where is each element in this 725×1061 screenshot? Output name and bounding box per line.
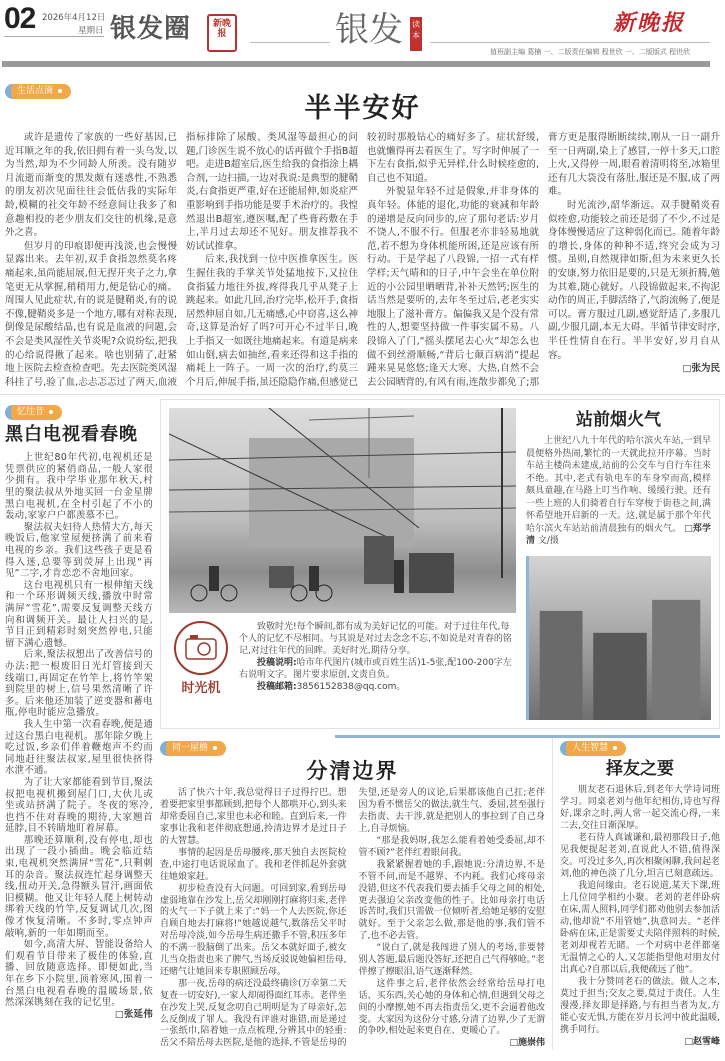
section-tag bbox=[5, 405, 62, 420]
article-title: 站前烟火气 bbox=[576, 410, 661, 431]
paragraph: 后来,我找到一位中医推拿医生。医生握住我的手掌关节处猛地按下,又拉住食指猛力地往外拔,疼得我几乎从凳子上跳起来。如此几回,治疗完毕,松开手,食指居然伸屈自如,几无痛感,心中窃喜,这么神奇,这算是治好了吗?可开心不过半日,晚上手指又一如既往地痛起来。有道是病来如山倒,病去如抽丝,看来还得和这手指的痛耗上一阵子。一周一次的治疗,约莫三个月后,伸展手指,虽还隐隐作痛,但感觉已较初时那般钻心的痛好多了。症状舒缓,也就懒得再去看医生了。写字时伸展了一下左右食指,似乎无异样,什么时候痊愈的,自己也不知道。 bbox=[186, 132, 539, 388]
article-title: 半半安好 bbox=[304, 93, 421, 124]
divider bbox=[0, 394, 725, 395]
author: □施崇伟 bbox=[509, 1038, 545, 1049]
paragraph: 后来,聚法叔想出了改善信号的办法:把一根废旧日光灯管接到天线端口,再固定在竹竿上,将竹竿架到院里的树上,信号果然清晰了许多。后来他还加装了逆变器和蓄电瓶,停电时能应急播放。 bbox=[5, 649, 153, 719]
paragraph: 上世纪八九十年代的哈尔滨火车站,一到早晨便格外热闹,繁忙的一天就此拉开序幕。当时车站主楼尚未建成,站前的公交车与自行车往来不绝。其中,老式有轨电车的车身窄而高,模样颇具童趣,在马路上叮当作响、缓缓行驶。还有一些上班的人们骑着自行车穿梭于街巷之间,满怀希望地开启新的一天。这,就是属于那个年代哈尔滨火车站站前清晨独有的烟火气。 bbox=[526, 436, 711, 534]
author: □张为民 bbox=[682, 363, 720, 375]
paragraph: 如今,高清大屏、智能设备给人们观看节目带来了极佳的体验,直播、回放随意选择。即便如此,当年在乡下小院里,顶着寒风,围着一台黑白电视看春晚的温暖场景,依然深深镌刻在我的记忆里。 bbox=[5, 939, 153, 1009]
station-photo-main bbox=[169, 408, 516, 613]
divider bbox=[250, 42, 330, 43]
paragraph: 上世纪80年代初,电视机还是凭票供应的紧俏商品,一般人家很少拥有。我中学毕业那年秋天,村里的聚法叔从外地买回一台金星牌黑白电视机,在全村引起了不小的轰动,家家户户都羡慕不已。 bbox=[5, 452, 153, 522]
author: □赵雪峰 bbox=[684, 1037, 720, 1048]
paragraph: 或许是遗传了家族的一些好基因,已近耳顺之年的我,依旧拥有着一头乌发,以为当然,却为不少同龄人所羡。没有随岁月流逝而渐变的黑发颇有迷惑性,不熟悉的朋友初次见面往往会低估我的实际年龄,模糊的社交年龄不经意间让我多了和意趣相投的老少朋友们交往的机缘,是意外之喜。 bbox=[5, 132, 177, 239]
intro-text: 致敬时光!每个瞬间,都有成为美好记忆的可能。对于过往年代,每个人的记忆不尽相同。与其说是对过去念念不忘,不如说是对青春的铭记,对过往年代的回眸。美好时光,期待分享。 bbox=[239, 622, 512, 657]
tag-label: 人生智慧 bbox=[572, 743, 609, 754]
paragraph: 这件事之后,老伴依然会经常给岳母打电话、买东西,关心她的身体和心情,但遇到父母之间的小摩擦,她不再去指责岳父,更不会逼着他改变。大家因为这份分寸感,分清了边界,少了无谓的争吵,相处起来更自在、更暖心了。 bbox=[358, 978, 545, 1037]
newspaper-seal-logo: 新晚报 bbox=[207, 14, 237, 52]
article-body bbox=[5, 452, 153, 1020]
article-body bbox=[560, 784, 720, 1048]
paragraph: 那晚还算顺利,没有停电,却也出现了一段小插曲。晚会临近结束,电视机突然满屏“雪花”,只剩刺耳的杂音。聚法叔连忙起身调整天线,扭动开关,急得额头冒汗,画面依旧模糊。他又让年轻人爬上树转动绑着天线的竹竿,反复调试几次,图像才恢复清晰。不多时,零点钟声敲响,新的一年如期而至。 bbox=[5, 834, 153, 939]
feature-box bbox=[160, 399, 720, 729]
right-article bbox=[560, 735, 720, 1050]
article-body bbox=[526, 435, 711, 548]
tag-label: 忆往昔 bbox=[17, 407, 45, 418]
author: □郑学清 bbox=[526, 523, 711, 547]
time-machine-badge bbox=[169, 621, 233, 696]
lower-section bbox=[0, 399, 725, 1050]
station-photo-secondary bbox=[526, 556, 711, 721]
paragraph: 这台电视机只有一根伸缩天线和一个环形调频天线,播放中时常满屏“雪花”,需要反复调整天线方向和调频开关。最让人扫兴的是,节目正到精彩时刻突然停电,只能留下满心遗憾。 bbox=[5, 579, 153, 649]
divider bbox=[4, 36, 104, 37]
tag-label: 同一屋檐 bbox=[172, 743, 209, 754]
section-name: 银发圈 bbox=[110, 14, 192, 44]
column-intro-row bbox=[169, 621, 516, 696]
author: □张延伟 bbox=[114, 1008, 153, 1020]
column-seal: 读本 bbox=[410, 17, 422, 51]
paragraph: 事情的起因是岳母腰疼,那天独自去医院检查,中途打电话说尿血了。我和老伴抓起外套就往她娘家赶。 bbox=[160, 847, 347, 882]
paragraph: 初步检查没有大问题。可回到家,看到岳母虚弱地靠在沙发上,岳父却刚刚打麻将归来,老伴的火气一下子就上来了:“妈一个人去医院,你还自顾自地去打麻将!”她越说越气,数落岳父平时对岳母冷淡,如今岳母生病还撒手不管,积压多年的不满一股脑倒了出来。岳父本就好面子,被女儿当众指责也来了脾气,当场反驳说她偏袒岳母,还赌气让她回来专职照顾岳母。 bbox=[160, 883, 347, 977]
article-body bbox=[160, 788, 545, 1050]
article-title: 分清边界 bbox=[306, 758, 399, 784]
section-tag bbox=[5, 84, 71, 99]
paragraph: 但岁月的印痕即便再浅淡,也会慢慢显露出来。去年初,双手食指忽然莫名疼痛起来,虽尚能屈展,但无捏开夹子之力,拿笔更无从掌握,稍稍用力,便是钻心的痛。周围人见此症状,有的说是腱鞘炎,有的说不像,腱鞘炎多是一个地方,哪有对称表现,倒像是尿酸结晶,也有说是血液的问题,会不会是类风湿性关节炎呢?众说纷纭,把我的心给说得揪了起来。啥也别猜了,赶紧地上医院去检查检查吧。先去医院类风湿科挂了号,验了血,忐忐忑忑过了两天,血液指标排除了尿酸、类风湿等最担心的问题,门诊医生说不放心的话再做个手指B超吧。走进B超室后,医生给我的食指涂上耦合剂,一边扫描,一边对我说:是典型的腱鞘炎,右食指更严重,好在还能屈伸,如炎症严重影响到手指功能是要手术治疗的。我惶然退出B超室,遵医嘱,配了些膏药敷在手上,半月过去却还不见好。朋友推荐我不妨试试推拿。 bbox=[5, 132, 358, 388]
time-machine-logo: 时光机 bbox=[181, 681, 221, 697]
paragraph: 我十分赞同老石的做法。做人之本,莫过于担当;交友之要,莫过于责任。人生漫漫,择友即是择路,与有担当者为友,方能心安无惧,方能在岁月长河中彼此温暖,携手同行。 bbox=[560, 977, 720, 1036]
paragraph: “说白了,就是我闯进了别人的考场,非要替别人答题,最后题没答好,还把自己气得够呛。”老伴擦了擦眼泪,语气逐渐释然。 bbox=[358, 943, 545, 977]
paragraph: 我人生中第一次看春晚,便是通过这台黑白电视机。那年除夕晚上吃过饭,乡亲们伴着鞭炮声不约而同地赶往聚法叔家,屋里很快挤得水泄不通。 bbox=[5, 718, 153, 777]
submit-text: 哈市年代图片(城市或百姓生活)1-5张,配100-200字左右说明文字。图片要求原创,文责自负。 bbox=[239, 658, 512, 681]
left-article bbox=[5, 399, 153, 1050]
divider bbox=[552, 735, 553, 1050]
bottom-row bbox=[160, 735, 720, 1050]
weekday: 星期日 bbox=[78, 26, 104, 36]
paragraph: “那是我妈呀,我怎么能看着她受委屈,却不管不顾?”老伴红着眼问我。 bbox=[358, 835, 545, 858]
editor-credits: 值班副主编 葛楠 一、二版责任编辑 程世欣 一、二版版式 程世欣 bbox=[490, 48, 691, 56]
feature-right bbox=[526, 408, 711, 720]
paragraph: 我追问缘由。老石说道,某天下课,班上几位同学相约小聚。老刘的老伴卧病在床,需人照料,同学们都劝他别去参加活动,他却说“不用管她”,执意同去。“老伴卧病在床,正是需要丈夫陪伴照料的时候,老刘却视若无睹。一个对病中老伴都毫无温情之心的人,又怎能指望他对朋友付出真心?自那以后,我便疏远了他”。 bbox=[560, 881, 720, 976]
column-intro bbox=[239, 621, 516, 696]
header-bar bbox=[2, 61, 710, 67]
submit-label: 投稿说明: bbox=[257, 658, 297, 669]
feature-left bbox=[169, 408, 516, 720]
divider bbox=[430, 42, 710, 43]
article-title: 黑白电视看春晚 bbox=[5, 424, 138, 446]
camera-icon bbox=[174, 621, 228, 675]
paragraph: 那一夜,岳母的病还没最终确诊(万幸第二天复查一切安好),一家人却闹得面红耳赤。老伴坐在沙发上哭,反复念叨自己明明是为了母亲好,怎么反倒成了罪人。我没有评谁对谁错,而是递过一张纸巾,陪着她一点点梳理,分辨其中的轻重:岳父不陪岳母去医院,是他的选择,不管是岳母的失望,还是旁人的议论,后果都该他自己扛;老伴因为看不惯岳父的做法,就生气、委屈,甚至强行去指责、去干涉,就是把别人的事拉到了自己身上,自寻烦恼。 bbox=[160, 788, 545, 1049]
paragraph: 活了快六十年,我总觉得日子过得拧巴。想着要把家里事都顾到,把每个人都哄开心,到头来却常委屈自己,家里也未必和睦。直到后来,一件家事让我和老伴彻底想通,拎清边界才是过日子的大智慧。 bbox=[160, 788, 347, 846]
paragraph: 为了让大家都能看到节目,聚法叔把电视机搬到屋门口,大伙儿或坐或站挤满了院子。冬夜的寒冷,也挡不住对春晚的期待,大家翘首延脖,目不转睛地盯着屏幕。 bbox=[5, 776, 153, 835]
article-title: 择友之要 bbox=[606, 759, 674, 780]
page-header bbox=[0, 0, 725, 70]
accent-bar bbox=[335, 735, 720, 738]
tram-wires-illustration bbox=[169, 408, 516, 613]
city-skyline-illustration bbox=[529, 556, 711, 721]
article-body bbox=[5, 131, 720, 389]
section-tag bbox=[160, 741, 226, 756]
paragraph: 老石待人真诚谦和,最初那段日子,他见我便提起老刘,直说此人不错,值得深交。可没过多久,再次相聚闲聊,我问起老刘,他的神色淡了几分,坦言已刻意疏远。 bbox=[560, 833, 720, 880]
tag-label: 生活点滴 bbox=[17, 86, 54, 96]
paragraph: 外貌显年轻不过是假象,并非身体的真年轻。体能的退化,功能的衰减和年龄的递增是反向同步的,应了那句老话:岁月不饶人,不服不行。但服老亦非轻易地就范,若不想为身体机能所困,还是应该有所行动。于是学起了八段锦,一招一式有样学样;天气晴和的日子,中午会坐在单位附近的小公园里晒晒背,补补天然钙;医生的话当然是要听的,去年冬至过后,老老实实地服上了滋补膏方。偏偏我又是个没有常性的人,想要坚持做一件事实属不易。八段锦入了门,“摇头摆尾去心火”却怎么也做不到丝滑顺畅,“背后七颠百病消”提起踵来晃晃悠悠;逢天大寒、大热,自然不会去公园晒背的,有风有雨,连散步都免了;那膏方更是服得断断续续,刚从一日一副升至一日两副,染上了感冒,一停十多天,口腔上火,又得停一周,眼看着清明将至,冰箱里还有几大袋没有落肚,服还是不服,成了两难。 bbox=[367, 132, 720, 388]
email-label: 投稿邮箱: bbox=[257, 682, 297, 693]
middle-article bbox=[160, 735, 545, 1050]
top-article bbox=[0, 70, 725, 389]
camera-glyph bbox=[176, 623, 226, 673]
section-tag bbox=[560, 741, 626, 756]
paragraph: 朋友老石退休后,到老年大学诗词班学习。同桌老刘与他年纪相仿,诗也写得好,课余之时,两人常一起交流心得,一来二去,交往日渐深厚。 bbox=[560, 785, 720, 832]
paragraph: 聚法叔夫妇待人热情大方,每天晚饭后,他家堂屋便挤满了前来看电视的乡亲。我们这些孩子更是看得入迷,总要等到荧屏上出现“再见”二字,才肯恋恋不舍地回家。 bbox=[5, 521, 153, 580]
photo-credit: 文/摄 bbox=[537, 536, 559, 547]
newspaper-logo: 新晚报 bbox=[613, 10, 686, 36]
submit-email[interactable]: 3856152838@qq.com。 bbox=[296, 682, 406, 693]
column-title: 银发 bbox=[335, 10, 403, 50]
issue-date: 2026年4月12日 bbox=[42, 13, 106, 23]
page-number: 02 bbox=[4, 2, 36, 35]
paragraph: 时光流沙,韶华渐远。双手腱鞘炎看似痊愈,功能较之前还是弱了不少,不过是身体慢慢适应了这种弱化而已。随着年龄的增长,身体的种种不适,终究会成为习惯。虽则,自然规律如斯,但为未来更久长的安康,努力依旧是要的,只是无须折腾,勉为其难,随心就好。八段锦做起来,不拘泥动作的周正,手脚活络了,气韵流畅了,便是可以。膏方服过几副,感觉舒适了,多服几副,少服几副,本无大碍。半循节律安时序,半任性情自在行。半半安好,岁月自从容。 bbox=[548, 199, 720, 361]
right-area bbox=[160, 399, 720, 1050]
paragraph: 我紧紧握着她的手,跟她说:分清边界,不是不管不问,而是不越界、不内耗。我们心疼母亲没错,但这不代表我们要去插手父母之间的相处,更去强迫父亲改变他的性子。比如母亲打电话诉苦时,我们只需做一位倾听者,给她足够的安慰就好。至于父亲怎么做,那是他的事,我们管不了,也不必去管。 bbox=[358, 859, 545, 942]
